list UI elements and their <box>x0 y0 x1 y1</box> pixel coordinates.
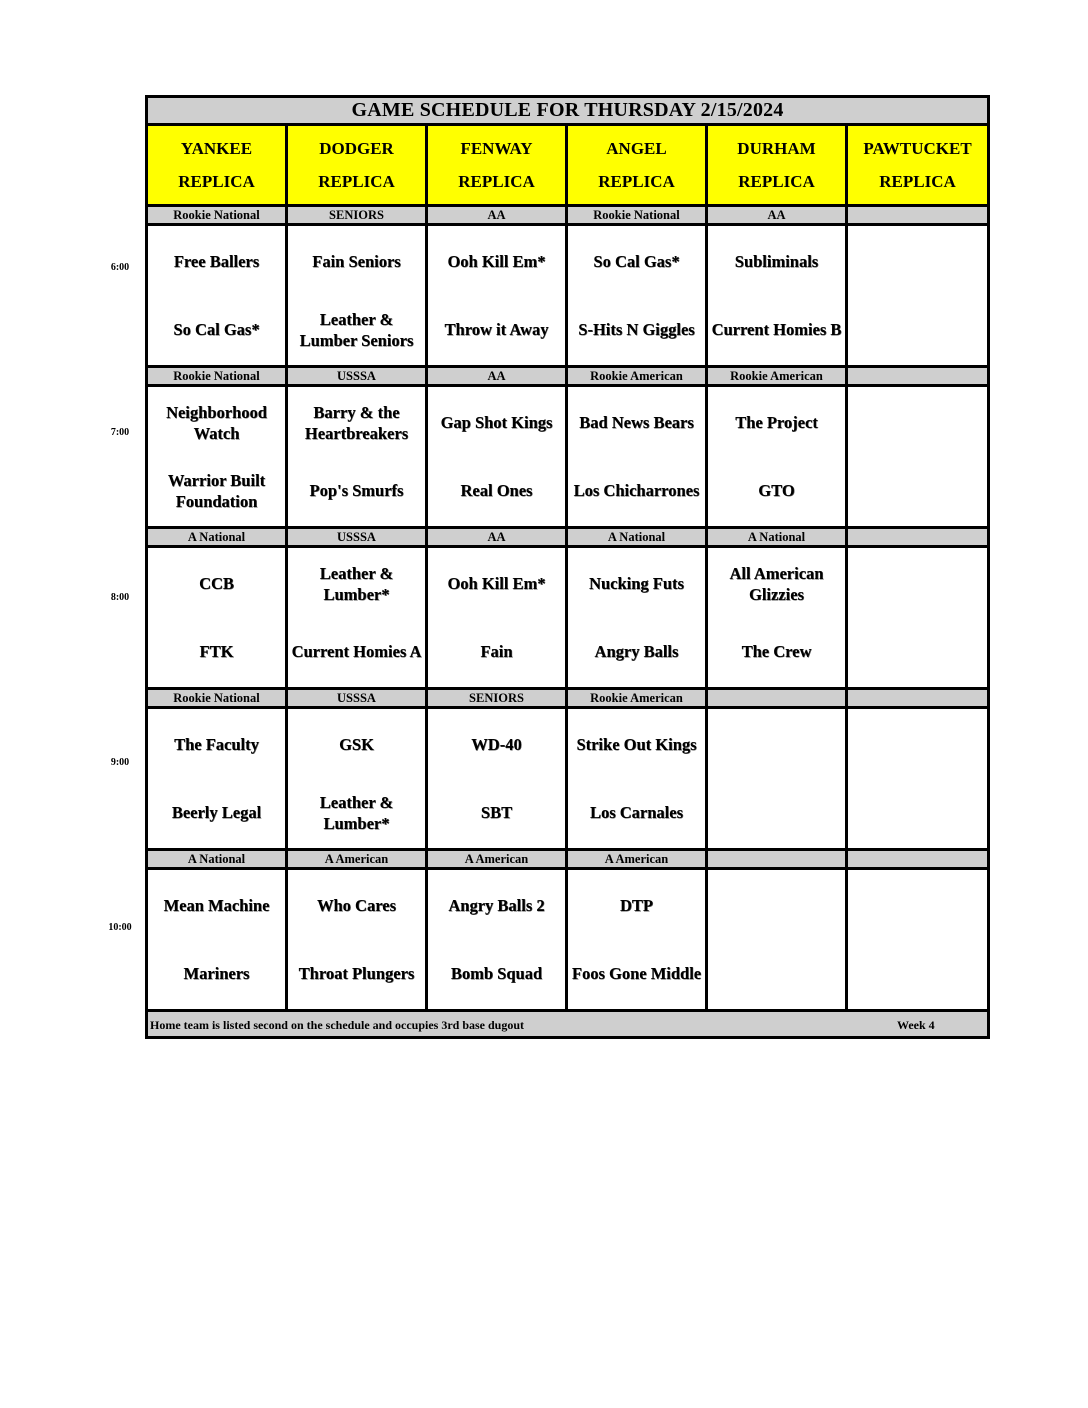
division-label: A American <box>567 850 707 869</box>
division-label: AA <box>427 206 567 225</box>
home-team: Throat Plungers <box>298 964 415 983</box>
field-header-durham <box>707 125 847 206</box>
game-cell <box>287 708 427 850</box>
away-team: CCB <box>199 574 234 593</box>
away-team <box>848 711 987 779</box>
division-label <box>707 689 847 708</box>
division-row <box>147 850 989 869</box>
away-team: Neighborhood Watch <box>166 402 267 443</box>
home-team: Bomb Squad <box>450 964 543 983</box>
division-label: Rookie National <box>147 206 287 225</box>
away-team <box>848 550 987 618</box>
away-team: Nucking Futs <box>589 574 684 593</box>
game-cell <box>847 547 989 689</box>
away-team: Strike Out Kings <box>576 735 697 754</box>
game-cell <box>567 386 707 528</box>
home-team: GTO <box>758 481 795 500</box>
home-team <box>848 457 987 525</box>
footer-row <box>147 1011 989 1038</box>
division-label: AA <box>707 206 847 225</box>
time-label-8: 8:00 <box>110 592 130 603</box>
field-type: REPLICA <box>879 172 956 191</box>
home-team: So Cal Gas* <box>173 320 260 339</box>
away-team: Who Cares <box>317 896 396 915</box>
game-cell <box>147 225 287 367</box>
away-team: Bad News Bears <box>579 413 694 432</box>
game-cell <box>847 708 989 850</box>
division-label: Rookie National <box>147 689 287 708</box>
field-type: REPLICA <box>458 172 535 191</box>
division-label: SENIORS <box>287 206 427 225</box>
game-row <box>147 547 989 689</box>
game-cell <box>567 547 707 689</box>
home-team: Los Chicharrones <box>573 481 700 500</box>
game-cell <box>707 386 847 528</box>
away-team: Free Ballers <box>173 252 260 271</box>
game-cell <box>567 225 707 367</box>
division-label <box>847 367 989 386</box>
division-label: A American <box>287 850 427 869</box>
game-cell <box>147 386 287 528</box>
game-cell <box>707 708 847 850</box>
away-team <box>848 872 987 940</box>
home-team: Leather & Lumber Seniors <box>299 309 414 350</box>
field-name: DODGER <box>319 139 394 158</box>
home-team: Current Homies A <box>291 642 422 661</box>
game-row <box>147 225 989 367</box>
time-label-7: 7:00 <box>110 427 130 438</box>
game-cell <box>847 386 989 528</box>
away-team: WD-40 <box>471 735 522 754</box>
home-team: Current Homies B <box>711 320 842 339</box>
field-type: REPLICA <box>738 172 815 191</box>
home-team: S-Hits N Giggles <box>578 320 695 339</box>
field-name: PAWTUCKET <box>863 139 972 158</box>
game-cell <box>427 547 567 689</box>
away-team: Ooh Kill Em* <box>447 574 546 593</box>
game-cell <box>707 869 847 1011</box>
division-label: Rookie National <box>147 367 287 386</box>
game-cell <box>567 708 707 850</box>
field-header-pawtucket <box>847 125 989 206</box>
away-team: Leather & Lumber* <box>319 563 394 604</box>
division-label: SENIORS <box>427 689 567 708</box>
home-team <box>848 779 987 847</box>
division-label: Rookie American <box>707 367 847 386</box>
away-team: So Cal Gas* <box>593 252 680 271</box>
away-team <box>848 228 987 296</box>
away-team <box>708 711 845 779</box>
game-cell <box>427 708 567 850</box>
away-team: GSK <box>339 735 374 754</box>
time-label-10: 10:00 <box>108 922 132 933</box>
home-team: Warrior Built Foundation <box>167 470 266 511</box>
field-header-yankee <box>147 125 287 206</box>
home-team: Mariners <box>183 964 250 983</box>
division-label: A National <box>707 528 847 547</box>
field-header-dodger <box>287 125 427 206</box>
home-team: Throw it Away <box>444 320 549 339</box>
division-label: A American <box>427 850 567 869</box>
home-team <box>708 779 845 847</box>
game-cell <box>427 225 567 367</box>
field-type: REPLICA <box>318 172 395 191</box>
away-team: All American Glizzies <box>729 563 824 604</box>
game-cell <box>847 869 989 1011</box>
away-team: The Project <box>735 413 818 432</box>
division-label: Rookie National <box>567 206 707 225</box>
field-type: REPLICA <box>178 172 255 191</box>
field-name: FENWAY <box>460 139 533 158</box>
game-cell <box>287 225 427 367</box>
away-team: Ooh Kill Em* <box>447 252 546 271</box>
field-header-fenway <box>427 125 567 206</box>
division-label <box>847 689 989 708</box>
home-team <box>708 940 845 1008</box>
footer-note: Home team is listed second on the schedule and occupies 3rd base dugout <box>150 1018 525 1032</box>
footer <box>147 1011 989 1038</box>
away-team: DTP <box>620 896 653 915</box>
game-cell <box>287 386 427 528</box>
game-cell <box>707 547 847 689</box>
game-row <box>147 869 989 1011</box>
game-cell <box>567 869 707 1011</box>
division-label: A National <box>567 528 707 547</box>
division-row <box>147 528 989 547</box>
home-team: Real Ones <box>460 481 533 500</box>
away-team <box>848 389 987 457</box>
away-team: The Faculty <box>174 735 259 754</box>
title-row <box>147 97 989 125</box>
game-row <box>147 386 989 528</box>
division-row <box>147 689 989 708</box>
home-team: Angry Balls <box>594 642 679 661</box>
away-team <box>708 872 845 940</box>
away-team: Fain Seniors <box>312 252 401 271</box>
home-team: Pop's Smurfs <box>309 481 404 500</box>
division-label: A National <box>147 850 287 869</box>
time-label-9: 9:00 <box>110 757 130 768</box>
division-row <box>147 367 989 386</box>
home-team <box>848 940 987 1008</box>
game-cell <box>287 869 427 1011</box>
division-label: AA <box>427 367 567 386</box>
away-team: Subliminals <box>734 252 819 271</box>
field-header-row <box>147 125 989 206</box>
game-row <box>147 708 989 850</box>
division-row <box>147 206 989 225</box>
game-cell <box>147 869 287 1011</box>
game-cell <box>707 225 847 367</box>
home-team: Beerly Legal <box>171 803 262 822</box>
game-cell <box>147 708 287 850</box>
division-label: USSSA <box>287 367 427 386</box>
away-team: Gap Shot Kings <box>440 413 553 432</box>
division-label: USSSA <box>287 689 427 708</box>
field-name: DURHAM <box>737 139 816 158</box>
division-label <box>847 850 989 869</box>
home-team: Foos Gone Middle <box>571 964 702 983</box>
game-cell <box>427 869 567 1011</box>
field-name: ANGEL <box>606 139 667 158</box>
home-team: Fain <box>480 642 513 661</box>
field-type: REPLICA <box>598 172 675 191</box>
home-team <box>848 296 987 364</box>
game-cell <box>287 547 427 689</box>
division-label: Rookie American <box>567 689 707 708</box>
schedule-table <box>145 95 990 1039</box>
home-team: Los Carnales <box>589 803 684 822</box>
game-cell <box>427 386 567 528</box>
division-label: USSSA <box>287 528 427 547</box>
game-cell <box>847 225 989 367</box>
away-team: Angry Balls 2 <box>448 896 545 915</box>
schedule-title: GAME SCHEDULE FOR THURSDAY 2/15/2024 <box>147 97 989 125</box>
division-label <box>847 528 989 547</box>
division-label <box>847 206 989 225</box>
week-label: Week 4 <box>897 1018 935 1032</box>
home-team: FTK <box>199 642 234 661</box>
game-cell <box>147 547 287 689</box>
home-team: SBT <box>480 803 513 822</box>
division-label: A National <box>147 528 287 547</box>
home-team <box>848 618 987 686</box>
field-header-angel <box>567 125 707 206</box>
division-label: AA <box>427 528 567 547</box>
time-label-6: 6:00 <box>110 262 130 273</box>
home-team: The Crew <box>741 642 812 661</box>
home-team: Leather & Lumber* <box>319 792 394 833</box>
away-team: Barry & the Heartbreakers <box>304 402 409 443</box>
away-team: Mean Machine <box>163 896 270 915</box>
division-label: Rookie American <box>567 367 707 386</box>
division-label <box>707 850 847 869</box>
field-name: YANKEE <box>180 139 253 158</box>
